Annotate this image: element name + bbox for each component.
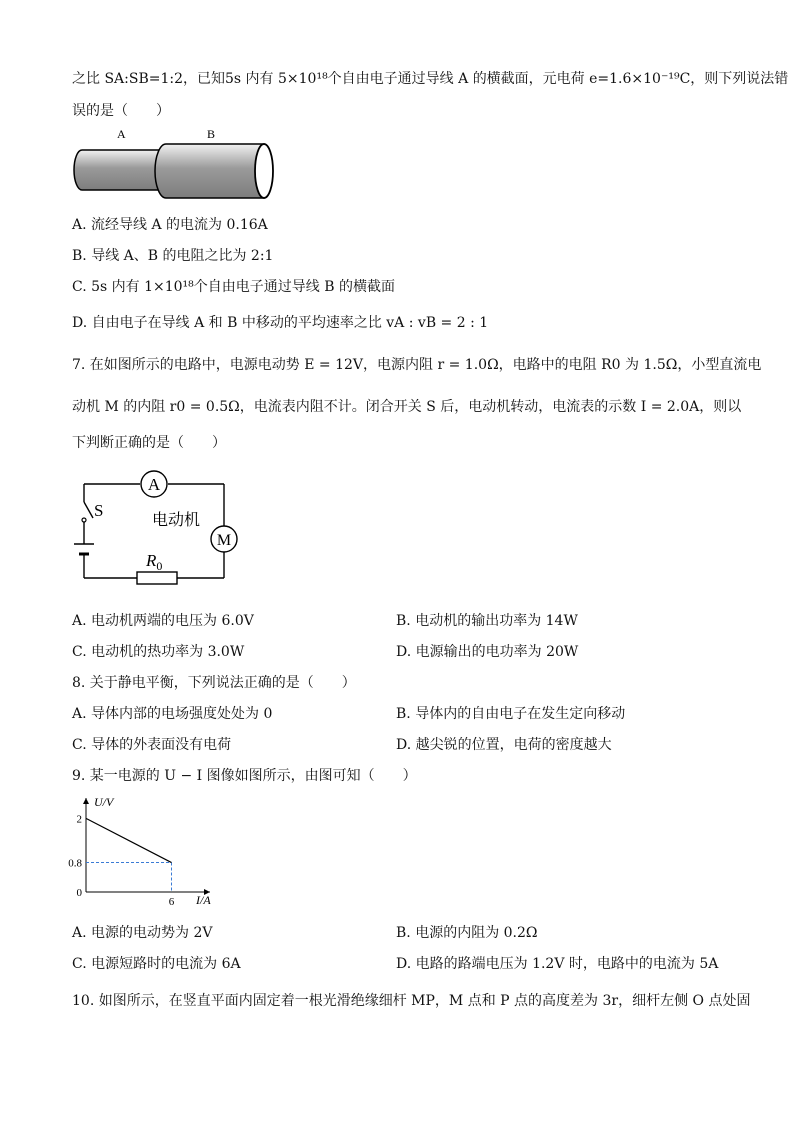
- wire-figure: [70, 124, 280, 204]
- q9-option-d: D. 电路的路端电压为 1.2V 时，电路中的电流为 5A: [396, 956, 719, 972]
- q7-option-c: C. 电动机的热功率为 3.0W: [72, 644, 245, 660]
- y-axis-label: U/V: [94, 795, 114, 809]
- q7-option-d: D. 电源输出的电功率为 20W: [396, 644, 579, 660]
- q9-option-b: B. 电源的内阻为 0.2Ω: [396, 925, 538, 941]
- motor-label: 电动机: [152, 512, 201, 529]
- series-line-0: [86, 818, 172, 862]
- y-tick-label-0: 0.8: [68, 857, 82, 870]
- resistor-r0: [137, 572, 177, 584]
- q6-option-d: D. 自由电子在导线 A 和 B 中移动的平均速率之比 vA : vB = 2 : 1: [72, 315, 489, 331]
- resistor-label: $R_0$: [146, 551, 163, 573]
- q6-option-a: A. 流经导线 A 的电流为 0.16A: [72, 217, 268, 233]
- q8-option-a: A. 导体内部的电场强度处处为 0: [72, 706, 273, 722]
- wire-a-body: [74, 150, 166, 190]
- q7-stem-line3: 下判断正确的是（ ）: [72, 435, 226, 451]
- q8-stem: 8. 关于静电平衡，下列说法正确的是（ ）: [72, 675, 356, 691]
- x-axis-label: I/A: [196, 893, 211, 907]
- q9-stem: 9. 某一电源的 U − I 图像如图所示，由图可知（ ）: [72, 768, 417, 784]
- q8-option-b: B. 导体内的自由电子在发生定向移动: [396, 706, 626, 722]
- q8-option-d: D. 越尖锐的位置，电荷的密度越大: [396, 737, 612, 753]
- circuit-figure: [70, 466, 240, 590]
- q10-stem-line1: 10. 如图所示，在竖直平面内固定着一根光滑绝缘细杆 MP，M 点和 P 点的高度差为 3r，细杆左侧 O 点处固: [72, 993, 751, 1009]
- wire-a-label: A: [117, 127, 126, 141]
- q8-option-c: C. 导体的外表面没有电荷: [72, 737, 232, 753]
- motor-symbol: M: [216, 532, 232, 549]
- y-tick-label-1: 2: [76, 813, 82, 826]
- q7-option-b: B. 电动机的输出功率为 14W: [396, 613, 578, 629]
- q9-option-a: A. 电源的电动势为 2V: [72, 925, 213, 941]
- switch-label: S: [94, 501, 104, 520]
- q6-option-c: C. 5s 内有 1×10¹⁸个自由电子通过导线 B 的横截面: [72, 279, 395, 295]
- ammeter-label: A: [147, 475, 161, 494]
- q7-option-a: A. 电动机两端的电压为 6.0V: [72, 613, 254, 629]
- q6-option-b: B. 导线 A、B 的电阻之比为 2:1: [72, 248, 274, 264]
- x-tick-label-0: 0: [76, 887, 82, 899]
- q9-option-c: C. 电源短路时的电流为 6A: [72, 956, 241, 972]
- wire-b-body: [155, 144, 264, 198]
- q6-stem-line2: 误的是（ ）: [72, 103, 170, 119]
- x-tick-label-1: 6: [168, 896, 175, 908]
- q6-stem-line1: 之比 SA:SB=1:2，已知5s 内有 5×10¹⁸个自由电子通过导线 A 的横截面，元电荷 e=1.6×10⁻¹⁹C，则下列说法错: [72, 71, 789, 87]
- ui-graph: [70, 790, 220, 910]
- q7-stem-line1: 7. 在如图所示的电路中，电源电动势 E = 12V，电源内阻 r = 1.0Ω，电路中的电阻 R0 为 1.5Ω，小型直流电: [72, 357, 762, 373]
- q7-stem-line2: 动机 M 的内阻 r0 = 0.5Ω，电流表内阻不计。闭合开关 S 后，电动机转动，电流表的示数 I = 2.0A，则以: [72, 399, 742, 415]
- wire-b-label: B: [207, 127, 216, 141]
- wire-b-end: [255, 144, 273, 198]
